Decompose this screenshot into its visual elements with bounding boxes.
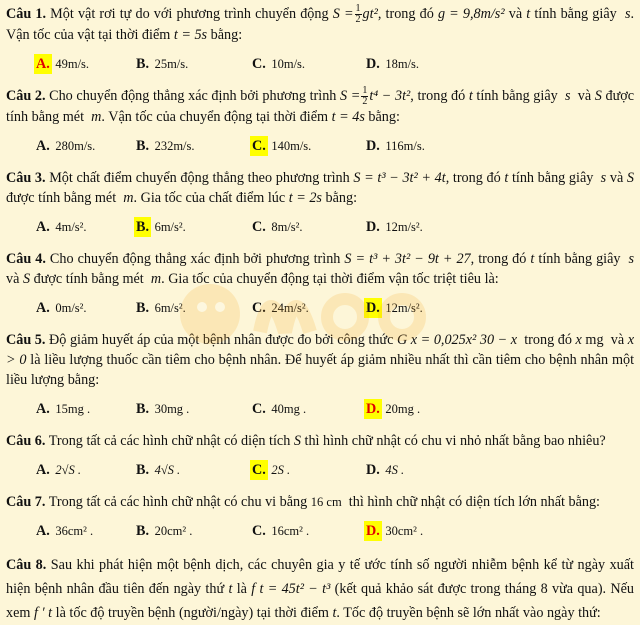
option-letter: A. xyxy=(36,56,50,73)
math-var: s xyxy=(564,88,571,105)
question-3 xyxy=(6,168,634,239)
option-a[interactable] xyxy=(34,399,90,419)
question-8-stem xyxy=(6,553,634,625)
option-c[interactable] xyxy=(250,217,303,237)
option-letter: C. xyxy=(252,56,266,73)
option-d[interactable] xyxy=(364,298,423,318)
math-var: S xyxy=(22,271,31,288)
question-1-stem xyxy=(6,4,634,45)
option-letter: B. xyxy=(136,462,150,479)
stem-text: Cho chuyển động thẳng xác định bởi phương trình xyxy=(49,88,337,105)
option-letter: D. xyxy=(366,523,380,540)
options xyxy=(6,54,634,76)
option-letter: B. xyxy=(136,219,150,236)
option-d[interactable] xyxy=(364,217,423,237)
option-a[interactable] xyxy=(34,217,87,237)
option-letter: B. xyxy=(136,300,150,317)
stem-text: bằng: xyxy=(368,109,400,126)
option-value: 18m/s. xyxy=(385,57,420,72)
question-4-stem xyxy=(6,249,634,289)
fraction-denominator: 2 xyxy=(355,14,361,26)
stem-text: được tính bằng mét xyxy=(6,190,117,207)
fraction xyxy=(355,4,362,25)
option-a[interactable] xyxy=(34,54,89,74)
stem-text: bằng: xyxy=(210,27,243,44)
option-letter: C. xyxy=(252,523,266,540)
option-letter: D. xyxy=(366,219,380,236)
stem-text: Trong tất cả các hình chữ nhật có chu vi bằng xyxy=(48,494,308,511)
question-8 xyxy=(6,553,634,625)
option-letter: A. xyxy=(36,219,50,236)
math-var: m xyxy=(123,190,134,207)
fraction-numerator: 1 xyxy=(355,3,361,15)
math-expr: S = xyxy=(340,88,361,105)
math-var: m xyxy=(150,271,162,288)
math-var: S xyxy=(594,88,602,105)
question-number: Câu 7. xyxy=(6,494,46,511)
option-value: 20cm² . xyxy=(154,524,193,539)
option-letter: A. xyxy=(36,401,50,418)
option-b[interactable] xyxy=(134,136,195,156)
option-b[interactable] xyxy=(134,460,180,480)
option-d[interactable] xyxy=(364,521,423,541)
math-expr: G x = 0,025x² 30 − x xyxy=(396,332,518,349)
option-letter: D. xyxy=(366,401,380,418)
question-2 xyxy=(6,86,634,158)
math-var: S xyxy=(626,170,634,187)
option-c[interactable] xyxy=(250,298,309,318)
question-number: Câu 1. xyxy=(6,6,47,22)
option-c[interactable] xyxy=(250,521,309,541)
option-value: 20mg . xyxy=(385,402,421,417)
option-value: 16cm² . xyxy=(271,524,310,539)
question-4 xyxy=(6,249,634,320)
stem-text: . Gia tốc của chuyển động tại thời điểm vận tốc triệt tiêu là: xyxy=(161,271,499,288)
math-expr: S = t³ − 3t² + 4t xyxy=(353,170,446,187)
math-var: t xyxy=(526,6,531,22)
option-letter: B. xyxy=(136,401,150,418)
option-value: 24m/s². xyxy=(271,301,309,316)
option-a[interactable] xyxy=(34,521,93,541)
option-d[interactable] xyxy=(364,54,419,74)
option-letter: D. xyxy=(366,462,380,479)
stem-text: là liều lượng thuốc cần tiêm cho bệnh nhân. Để huyết áp giảm nhiều nhất thì cần tiêm cho bệnh nhân một liều lượng bằng: xyxy=(6,352,635,389)
option-value: 4m/s². xyxy=(55,220,87,235)
options xyxy=(6,460,634,482)
option-b[interactable] xyxy=(134,54,188,74)
question-6-stem xyxy=(6,431,634,451)
stem-text: tính bằng giây xyxy=(538,251,621,268)
stem-text: . Gia tốc của chất điểm lúc xyxy=(133,190,286,207)
stem-text: được tính bằng mét xyxy=(6,88,635,126)
unit-text: mg xyxy=(585,332,604,349)
option-b[interactable] xyxy=(134,217,186,237)
stem-text: và xyxy=(610,332,625,349)
option-value: 30cm² . xyxy=(385,524,424,539)
option-value: 116m/s. xyxy=(385,139,425,154)
stem-text: và xyxy=(609,170,624,187)
option-value: 140m/s. xyxy=(271,139,312,154)
stem-text: Cho chuyển động thẳng xác định bởi phương trình xyxy=(49,251,341,268)
stem-text: , trong đó xyxy=(377,6,434,22)
stem-text: thì hình chữ nhật có diện tích lớn nhất bằng: xyxy=(348,494,601,511)
option-value: 280m/s. xyxy=(55,139,96,154)
options xyxy=(6,136,634,158)
question-number: Câu 5. xyxy=(6,332,46,349)
math-expr: t = 2s xyxy=(288,190,322,207)
option-value: 10m/s. xyxy=(271,57,306,72)
option-d[interactable] xyxy=(364,136,425,156)
stem-text: và xyxy=(508,6,523,22)
math-expr: t = 5s xyxy=(173,27,208,44)
question-number: Câu 3. xyxy=(6,170,46,187)
option-value: 2√S . xyxy=(55,463,81,478)
option-value: 6m/s². xyxy=(154,220,186,235)
option-b[interactable] xyxy=(134,399,189,419)
stem-text: được tính bằng mét xyxy=(33,271,144,288)
math-expr: x > 0 xyxy=(6,332,635,369)
stem-text: là xyxy=(236,581,247,598)
option-letter: A. xyxy=(36,523,50,540)
option-value: 8m/s². xyxy=(271,220,303,235)
stem-text: , trong đó xyxy=(410,88,466,105)
math-var: s xyxy=(625,6,631,22)
fraction-denominator: 2 xyxy=(362,96,368,108)
option-value: 12m/s². xyxy=(385,220,423,235)
math-var: t xyxy=(504,170,509,187)
question-3-stem xyxy=(6,168,634,208)
stem-text: Một vật rơi tự do với phương trình chuyển động xyxy=(50,6,329,22)
stem-text: (kết quả khảo sát được trong tháng 8 vừa qua). Nếu xem xyxy=(6,581,635,622)
stem-text: tính bằng giây xyxy=(534,6,617,22)
option-c[interactable] xyxy=(250,460,290,480)
question-7-stem xyxy=(6,492,634,512)
stem-text: . Vận tốc của chuyển động tại thời điểm xyxy=(101,109,329,126)
option-value: 0m/s². xyxy=(55,301,87,316)
option-letter: A. xyxy=(36,138,50,155)
option-value: 12m/s². xyxy=(385,301,423,316)
math-expr: S = t³ + 3t² − 9t + 27 xyxy=(344,251,471,268)
option-letter: C. xyxy=(252,219,266,236)
option-value: 25m/s. xyxy=(154,57,189,72)
math-expr: f ′ t xyxy=(33,605,53,622)
option-b[interactable] xyxy=(134,298,186,318)
options xyxy=(6,298,634,320)
math-expr: t⁴ − 3t² xyxy=(369,88,411,105)
math-var: m xyxy=(91,109,102,126)
option-letter: C. xyxy=(252,138,266,155)
stem-text: và xyxy=(577,88,592,105)
stem-text: trong đó xyxy=(524,332,572,349)
option-d[interactable] xyxy=(364,399,420,419)
options xyxy=(6,521,634,543)
stem-text: . Vận tốc của vật tại thời điểm xyxy=(6,6,635,44)
option-value: 232m/s. xyxy=(154,139,195,154)
fraction-numerator: 1 xyxy=(362,85,368,97)
option-value: 6m/s². xyxy=(154,301,186,316)
math-expr: gt² xyxy=(362,6,378,22)
option-value: 4√S . xyxy=(154,463,181,478)
math-var: t xyxy=(468,88,473,105)
math-expr: g = 9,8m/s² xyxy=(437,6,505,22)
question-5-stem xyxy=(6,330,634,390)
stem-text: Độ giảm huyết áp của một bệnh nhân được đo bởi công thức xyxy=(49,332,394,349)
math-var: S xyxy=(293,433,301,450)
option-letter: C. xyxy=(252,462,266,479)
option-c[interactable] xyxy=(250,54,305,74)
question-5 xyxy=(6,330,634,421)
option-a[interactable] xyxy=(34,298,87,318)
option-value: 36cm² . xyxy=(55,524,94,539)
option-value: 30mg . xyxy=(154,402,190,417)
option-letter: A. xyxy=(36,300,50,317)
option-b[interactable] xyxy=(134,521,192,541)
math-expr: S = xyxy=(332,6,354,22)
math-var: s xyxy=(628,251,635,268)
options xyxy=(6,399,634,421)
stem-text: thì hình chữ nhật có chu vi nhỏ nhất bằng bao nhiêu? xyxy=(304,433,606,450)
option-letter: C. xyxy=(252,401,266,418)
option-letter: D. xyxy=(366,300,380,317)
option-value: 15mg . xyxy=(55,402,91,417)
option-a[interactable] xyxy=(34,460,81,480)
option-value: 4S . xyxy=(385,463,405,478)
question-2-stem xyxy=(6,86,634,127)
question-1 xyxy=(6,4,634,76)
math-var: t xyxy=(228,581,233,598)
option-letter: B. xyxy=(136,138,150,155)
option-d[interactable] xyxy=(364,460,404,480)
stem-text: Một chất điểm chuyển động thẳng theo phương trình xyxy=(49,170,350,187)
option-letter: D. xyxy=(366,56,380,73)
math-var: t xyxy=(530,251,535,268)
stem-text: , trong đó xyxy=(445,170,501,187)
stem-text: là tốc độ truyền bệnh (người/ngày) tại thời điểm xyxy=(55,605,329,622)
option-letter: A. xyxy=(36,462,50,479)
stem-text: tính bằng giây xyxy=(476,88,558,105)
question-7 xyxy=(6,492,634,543)
stem-text: và xyxy=(6,271,20,288)
stem-text: . Tốc độ truyền bệnh sẽ lớn nhất vào ngày thứ: xyxy=(336,605,601,622)
document xyxy=(6,4,634,625)
math-var: s xyxy=(600,170,607,187)
stem-text: tính bằng giây xyxy=(511,170,594,187)
question-number: Câu 8. xyxy=(6,557,47,574)
stem-text: , trong đó xyxy=(470,251,527,268)
option-letter: C. xyxy=(252,300,266,317)
stem-text: bằng: xyxy=(325,190,358,207)
math-expr: 16 cm xyxy=(310,495,342,510)
option-value: 2S . xyxy=(271,463,291,478)
question-number: Câu 2. xyxy=(6,88,46,105)
math-var: t xyxy=(332,605,337,622)
option-c[interactable] xyxy=(250,136,311,156)
option-value: 40mg . xyxy=(271,402,307,417)
question-number: Câu 4. xyxy=(6,251,46,268)
option-letter: B. xyxy=(136,523,150,540)
stem-text: Sau khi phát hiện một bệnh dịch, các chuyên gia y tế ước tính số người nhiễm bệnh kể từ ngày xuất hiện bệnh nhân đầu tiên đến ngày thứ xyxy=(6,557,634,598)
question-number: Câu 6. xyxy=(6,433,46,450)
option-c[interactable] xyxy=(250,399,306,419)
fraction xyxy=(361,86,368,107)
math-expr: t = 4s xyxy=(331,109,365,126)
question-6 xyxy=(6,431,634,482)
stem-text: Trong tất cả các hình chữ nhật có diện tích xyxy=(48,433,291,450)
option-a[interactable] xyxy=(34,136,95,156)
option-letter: D. xyxy=(366,138,380,155)
options xyxy=(6,217,634,239)
option-value: 49m/s. xyxy=(55,57,90,72)
math-expr: f t = 45t² − t³ xyxy=(251,581,331,598)
math-var: x xyxy=(575,332,582,349)
option-letter: B. xyxy=(136,56,150,73)
